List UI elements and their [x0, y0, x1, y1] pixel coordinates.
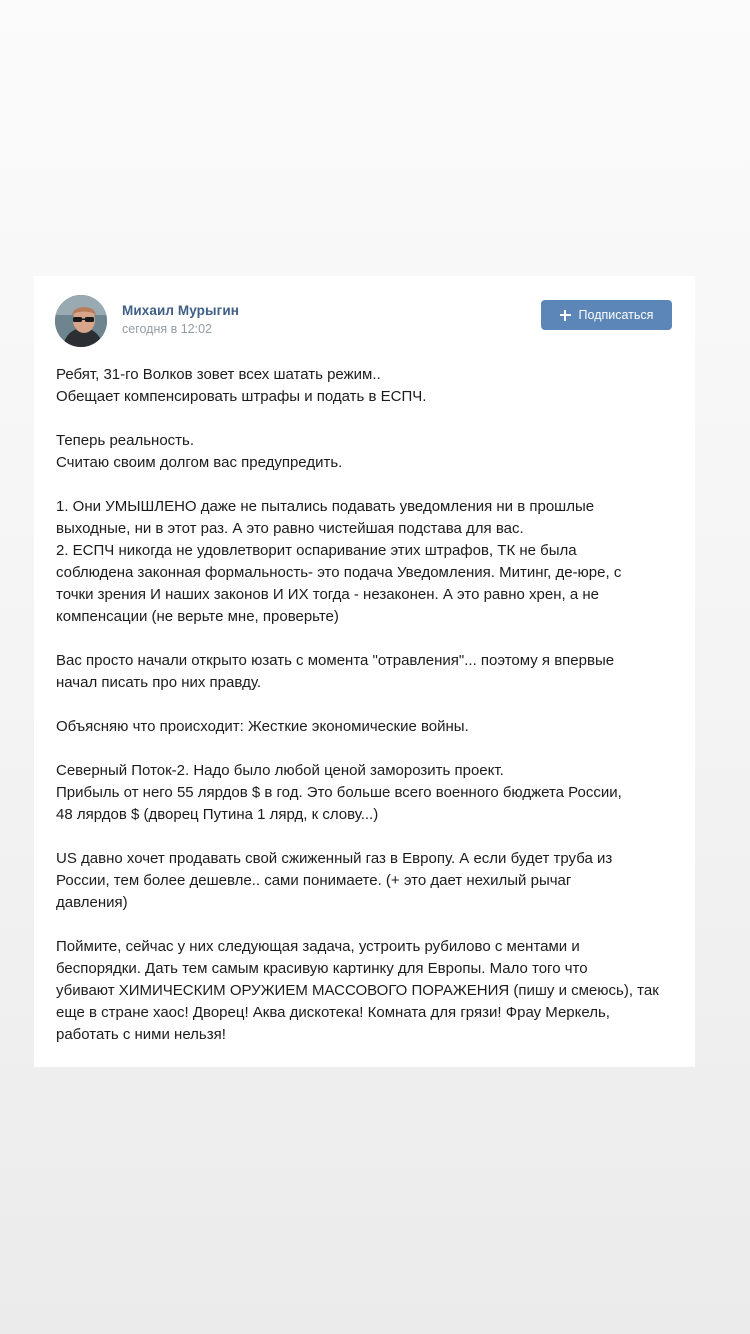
post-text-line: 1. Они УМЫШЛЕНО даже не пытались подавать уведомления ни в прошлые — [56, 498, 595, 515]
post-text-line: России, тем более дешевле.. сами понимаете. (+ это дает нехилый рычаг — [56, 872, 572, 889]
post-text-line: 48 лярдов $ (дворец Путина 1 лярд, к слову...) — [56, 806, 379, 823]
post-text-line: беспорядки. Дать тем самым красивую картинку для Европы. Мало того что — [56, 960, 588, 977]
post-text-line: Прибыль от него 55 лярдов $ в год. Это больше всего военного бюджета России, — [56, 784, 622, 801]
post-text-line: Обещает компенсировать штрафы и подать в ЕСПЧ. — [56, 388, 427, 405]
post-text-line: еще в стране хаос! Дворец! Аква дискотека! Комната для грязи! Фрау Меркель, — [56, 1004, 610, 1021]
subscribe-button[interactable] — [541, 300, 672, 330]
post-card — [34, 276, 695, 1067]
post-text-line: Вас просто начали открыто юзать с момента "отравления"... поэтому я впервые — [56, 652, 615, 669]
post-paragraph — [56, 430, 686, 474]
post-text-line: точки зрения И наших законов И ИХ тогда - незаконен. А это равно хрен, а не — [56, 586, 599, 603]
post-time[interactable]: сегодня в 12:02 — [122, 322, 212, 336]
post-text-line: Ребят, 31-го Волков зовет всех шатать режим.. — [56, 366, 381, 383]
post-text-line: соблюдена законная формальность- это подача Уведомления. Митинг, де-юре, с — [56, 564, 622, 581]
post-paragraph — [56, 760, 686, 826]
post-paragraph — [56, 496, 686, 628]
post-text-line: работать с ними нельзя! — [56, 1026, 226, 1043]
post-paragraph — [56, 716, 686, 738]
avatar[interactable] — [55, 295, 107, 347]
post-text-line: Поймите, сейчас у них следующая задача, устроить рубилово с ментами и — [56, 938, 580, 955]
post-text-line: Теперь реальность. — [56, 432, 195, 449]
post-text-line: Считаю своим долгом вас предупредить. — [56, 454, 343, 471]
post-text-line: убивают ХИМИЧЕСКИМ ОРУЖИЕМ МАССОВОГО ПОРАЖЕНИЯ (пишу и смеюсь), так — [56, 982, 659, 999]
post-text-line: начал писать про них правду. — [56, 674, 262, 691]
post-paragraph — [56, 364, 686, 408]
post-paragraph — [56, 650, 686, 694]
post-paragraph — [56, 848, 686, 914]
post-text-line: выходные, ни в этот раз. А это равно чистейшая подстава для вас. — [56, 520, 524, 537]
post-text-line: 2. ЕСПЧ никогда не удовлетворит оспаривание этих штрафов, ТК не была — [56, 542, 577, 559]
author-name[interactable]: Михаил Мурыгин — [122, 303, 240, 318]
subscribe-label: Подписаться — [578, 308, 654, 322]
post-text-line: Объясняю что происходит: Жесткие экономические войны. — [56, 718, 469, 735]
post-text-line: Северный Поток-2. Надо было любой ценой заморозить проект. — [56, 762, 504, 779]
avatar-photo — [55, 295, 107, 347]
post-text — [56, 364, 686, 1046]
post-text-line: компенсации (не верьте мне, проверьте) — [56, 608, 339, 625]
post-text-line: US давно хочет продавать свой сжиженный газ в Европу. А если будет труба из — [56, 850, 613, 867]
post-paragraph — [56, 936, 686, 1046]
post-text-line: давления) — [56, 894, 128, 911]
plus-icon — [560, 310, 571, 321]
